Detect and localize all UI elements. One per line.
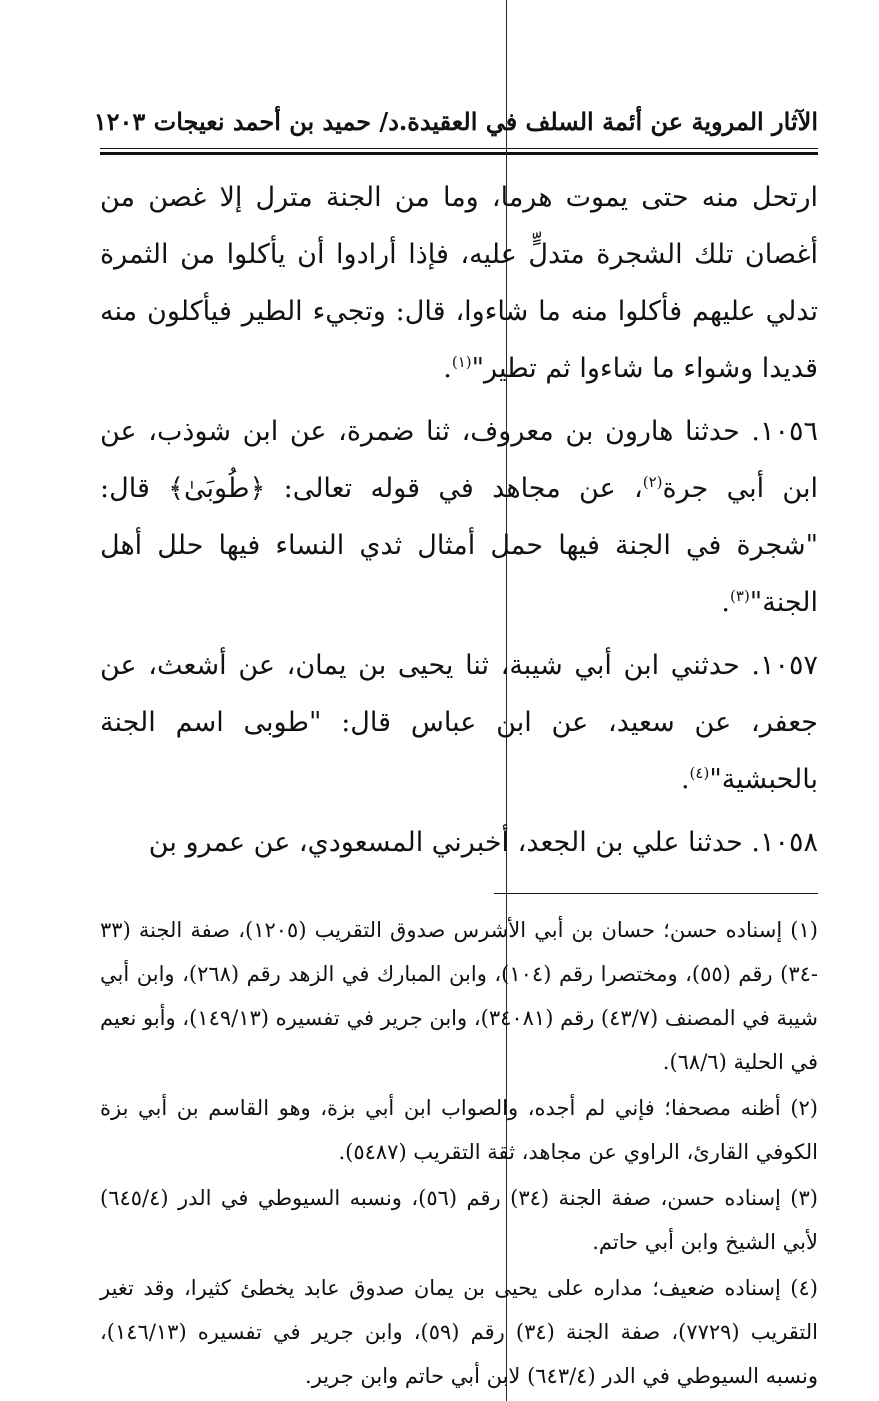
body-text [100, 169, 818, 871]
footnotes [100, 908, 818, 1398]
paragraph [100, 403, 818, 631]
paragraph-text: ١٠٥٧. حدثني ابن أبي شيبة، ثنا يحيى بن يمان، عن أشعث، عن جعفر، عن سعيد، عن ابن عباس قال: "طوبى اسم الجنة بالحبشية" [100, 650, 818, 795]
footnote: (٣) إسناده حسن، صفة الجنة (٣٤) رقم (٥٦)، ونسبه السيوطي في الدر (٦٤٥/٤) لأبي الشيخ وابن أبي حاتم. [100, 1186, 818, 1254]
paragraph-text: ١٠٥٨. حدثنا علي بن الجعد، أخبرني المسعودي، عن عمرو بن [148, 827, 818, 858]
paragraph-end: . [721, 587, 731, 618]
footnote-ref: (٣) [730, 587, 750, 605]
header-rule-thin [100, 148, 818, 149]
footnote-separator [494, 893, 818, 894]
document-page [93, 100, 818, 1400]
running-header [93, 100, 818, 155]
paragraph-text-cont: ، عن مجاهد في قوله تعالى: ﴿طُوبَىٰ﴾ قال: "شجرة في الجنة فيها حمل أمثال ثدي النساء فيها حلل أهل الجنة" [100, 473, 818, 618]
paragraph [100, 814, 818, 871]
footnote: (٢) أظنه مصحفا؛ فإني لم أجده، والصواب ابن أبي بزة، وهو القاسم بن أبي بزة الكوفي القارئ، الراوي عن مجاهد، ثقة التقريب (٥٤٨٧). [100, 1096, 818, 1164]
paragraph-end: . [680, 764, 690, 795]
header-rule-thick [100, 152, 818, 155]
paragraph [100, 169, 818, 397]
footnote-ref: (١) [451, 353, 472, 371]
header-title: الآثار المروية عن أئمة السلف في العقيدة.د/ حميد بن أحمد نعيجات ١٢٠٣ [93, 107, 818, 136]
footnote-ref: (٢) [642, 473, 663, 491]
footnote: (١) إسناده حسن؛ حسان بن أبي الأشرس صدوق التقريب (١٢٠٥)، صفة الجنة (٣٣ -٣٤) رقم (٥٥)، ومختصرا رقم (١٠٤)، وابن المبارك في الزهد رقم (٢٦٨)، وابن أبي شيبة في المصنف (٤٣/٧) رقم (٣٤٠٨١)، وابن جرير في تفسيره (١٤٩/١٣)، وأبو نعيم في الحلية (٦٨/٦). [100, 918, 818, 1074]
footnote-ref: (٤) [689, 764, 710, 782]
paragraph-end: . [443, 353, 452, 384]
paragraph-text: ١٠٥٦. حدثنا هارون بن معروف، ثنا ضمرة، عن ابن شوذب، عن ابن أبي جرة [100, 416, 818, 504]
footnote: (٤) إسناده ضعيف؛ مداره على يحيى بن يمان صدوق عابد يخطئ كثيرا، وقد تغير التقريب (٧٧٢٩)، صفة الجنة (٣٤) رقم (٥٩)، وابن جرير في تفسيره (١٤٦/١٣)، ونسبه السيوطي في الدر (٦٤٣/٤) لابن أبي حاتم وابن جرير. [100, 1276, 818, 1388]
paragraph [100, 637, 818, 808]
paragraph-text: ارتحل منه حتى يموت هرما، وما من الجنة مترل إلا غصن من أغصان تلك الشجرة متدلٍّ عليه، فإذا أرادوا أن يأكلوا من الثمرة تدلي عليهم فأكلوا منه ما شاءوا، قال: وتجيء الطير فيأكلون منه قديدا وشواء ما شاءوا ثم تطير" [100, 182, 818, 384]
